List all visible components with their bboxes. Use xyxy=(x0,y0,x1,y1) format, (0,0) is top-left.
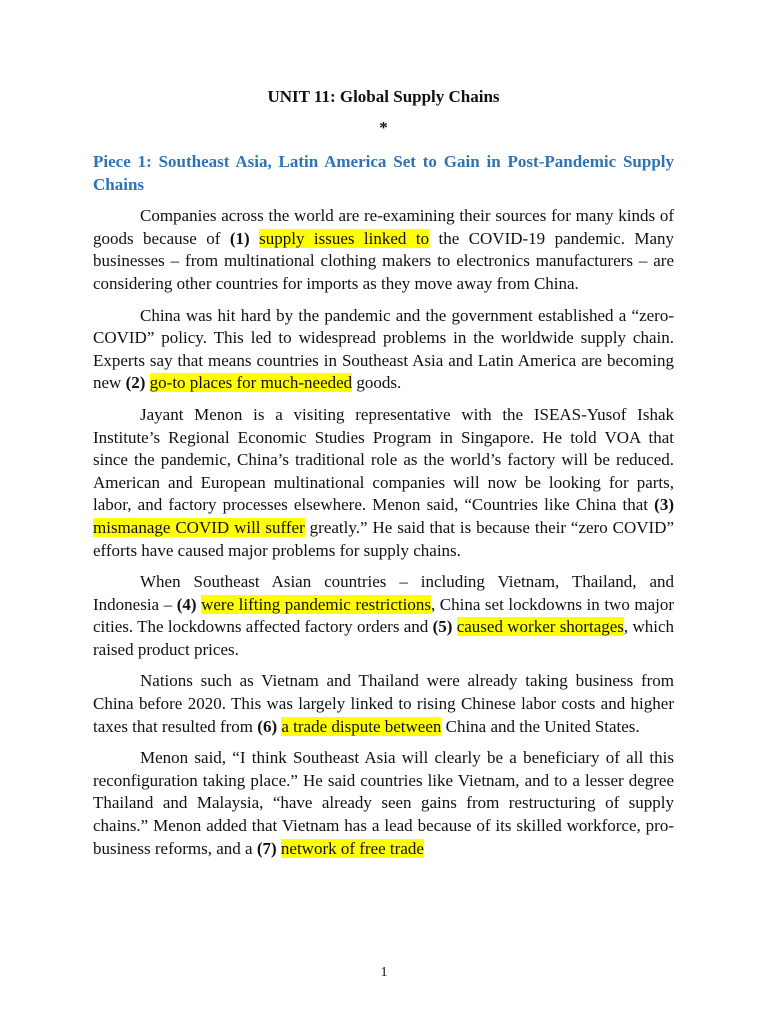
paragraph-5: Nations such as Vietnam and Thailand were already taking business from China before 2020. This was largely linked to rising Chinese labor costs and higher taxes that resulted from (6) a trade dispute between China and the United States. xyxy=(93,671,674,736)
highlighted-phrase: a trade dispute between xyxy=(281,716,442,736)
highlighted-phrase: mismanage COVID will suffer xyxy=(93,517,305,537)
highlighted-phrase: go-to places for much-needed xyxy=(149,373,353,393)
blank-number: (2) xyxy=(125,373,146,393)
highlighted-phrase: supply issues linked to xyxy=(259,228,430,248)
blank-number: (6) xyxy=(257,716,278,736)
paragraph-2: China was hit hard by the pandemic and the government established a “zero-COVID” policy. This led to widespread problems in the worldwide supply chain. Experts say that means countries in Southeast Asia and Latin America are becoming new (2) go-to places for much-needed goods. xyxy=(93,305,674,393)
paragraph-1: Companies across the world are re-examining their sources for many kinds of goods because of (1) supply issues linked to the COVID-19 pandemic. Many businesses – from multinational clothing makers to electronics manufacturers – are considering other countries for imports as they move away from China. xyxy=(93,206,675,293)
blank-number: (3) xyxy=(654,495,674,515)
highlighted-phrase: network of free trade xyxy=(280,838,424,858)
separator-asterisk: * xyxy=(379,118,388,137)
blank-number: (4) xyxy=(176,594,197,614)
blank-number: (7) xyxy=(256,838,277,858)
unit-title: UNIT 11: Global Supply Chains xyxy=(267,87,500,106)
blank-number: (1) xyxy=(229,228,250,248)
blank-number: (5) xyxy=(432,617,453,637)
paragraph-4: When Southeast Asian countries – including Vietnam, Thailand, and Indonesia – (4) were lifting pandemic restrictions, China set lockdowns in two major cities. The lockdowns affected factory orders and (5) caused worker shortages, which raised product prices. xyxy=(93,572,675,659)
paragraph-3: Jayant Menon is a visiting representative with the ISEAS-Yusof Ishak Institute’s Regional Economic Studies Program in Singapore. He told VOA that since the pandemic, China’s traditional role as the world’s factory will be reduced. American and European multinational companies will now be looking for parts, labor, and factory processes elsewhere. Menon said, “Countries like China that (3) mismanage COVID will suffer greatly.” He said that is because their “zero COVID” efforts have caused major problems for supply chains. xyxy=(93,404,674,560)
document-page xyxy=(93,86,674,860)
piece-heading: Piece 1: Southeast Asia, Latin America Set to Gain in Post-Pandemic Supply Chains xyxy=(93,152,674,194)
highlighted-phrase: were lifting pandemic restrictions xyxy=(201,594,431,614)
paragraph-6: Menon said, “I think Southeast Asia will clearly be a beneficiary of all this reconfiguration taking place.” He said countries like Vietnam, and to a lesser degree Thailand and Malaysia, “have already seen gains from restructuring of supply chains.” Menon added that Vietnam has a lead because of its skilled workforce, pro-business reforms, and a (7) network of free trade xyxy=(93,748,674,858)
page-number: 1 xyxy=(380,965,388,980)
highlighted-phrase: caused worker shortages xyxy=(456,617,624,637)
